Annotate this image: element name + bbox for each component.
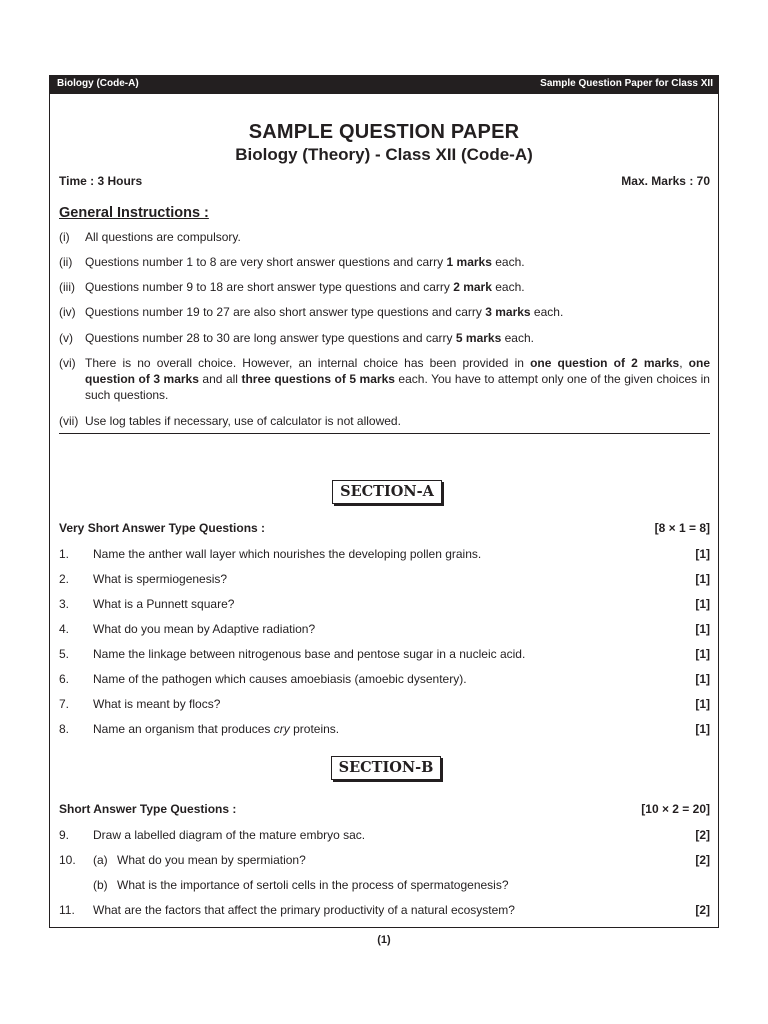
question-number: 9. [59, 828, 70, 842]
question-text: Name an organism that produces cry proteins. [93, 722, 340, 736]
question-marks: [1] [695, 722, 710, 736]
question-text: What are the factors that affect the primary productivity of a natural ecosystem? [93, 903, 515, 917]
question-marks: [1] [695, 597, 710, 611]
question-number: 1. [59, 547, 70, 561]
header-bar [49, 75, 719, 94]
instruction-text: Questions number 19 to 27 are also short answer type questions and carry 3 marks each. [85, 305, 564, 319]
question-text: What is spermiogenesis? [93, 572, 228, 586]
question-marks: [2] [695, 828, 710, 842]
instruction-number: (vi) [59, 356, 76, 370]
section-a-heading: Very Short Answer Type Questions : [59, 521, 266, 535]
header-subject: Biology (Code-A) [57, 78, 139, 89]
instruction-number: (vii) [59, 414, 79, 428]
instruction-number: (v) [59, 331, 73, 345]
subquestion-label: (a) [93, 853, 108, 867]
time-allowed: Time : 3 Hours [59, 174, 143, 188]
divider [59, 433, 710, 434]
max-marks: Max. Marks : 70 [621, 174, 710, 188]
section-a-label: SECTION-A [332, 480, 442, 504]
subquestion-text: What is the importance of sertoli cells in the process of spermatogenesis? [117, 878, 509, 892]
question-number: 3. [59, 597, 70, 611]
question-text: What is a Punnett square? [93, 597, 235, 611]
question-marks: [1] [695, 572, 710, 586]
question-marks: [1] [695, 547, 710, 561]
header-paper-name: Sample Question Paper for Class XII [540, 78, 713, 89]
question-marks: [2] [695, 903, 710, 917]
subquestion-label: (b) [93, 878, 108, 892]
paper-title: SAMPLE QUESTION PAPER [248, 121, 520, 143]
question-marks: [1] [695, 622, 710, 636]
question-text: What is meant by flocs? [93, 697, 221, 711]
instruction-text: Use log tables if necessary, use of calculator is not allowed. [85, 414, 401, 428]
question-number: 2. [59, 572, 70, 586]
question-number: 4. [59, 622, 70, 636]
question-text: Name the linkage between nitrogenous base and pentose sugar in a nucleic acid. [93, 647, 526, 661]
instruction-text: There is no overall choice. However, an internal choice has been provided in one question of 2 marks, one question of 3 marks and all three questions of 5 marks each. You have to attempt only one of the given choices in such questions. [85, 356, 711, 402]
question-number: 11. [59, 903, 75, 917]
instructions-heading: General Instructions : [59, 205, 209, 221]
instruction-text: Questions number 28 to 30 are long answer type questions and carry 5 marks each. [85, 331, 534, 345]
question-text: What do you mean by Adaptive radiation? [93, 622, 316, 636]
question-number: 5. [59, 647, 70, 661]
question-number: 8. [59, 722, 70, 736]
question-marks: [1] [695, 697, 710, 711]
subquestion-text: What do you mean by spermiation? [117, 853, 306, 867]
question-number: 7. [59, 697, 70, 711]
question-marks: [2] [695, 853, 710, 867]
instruction-text: Questions number 1 to 8 are very short answer questions and carry 1 marks each. [85, 255, 525, 269]
question-text: Name of the pathogen which causes amoebiasis (amoebic dysentery). [93, 672, 467, 686]
instruction-number: (ii) [59, 255, 73, 269]
question-number: 6. [59, 672, 70, 686]
instruction-number: (iv) [59, 305, 76, 319]
page-number: (1) [377, 934, 391, 946]
section-a-marks: [8 × 1 = 8] [654, 521, 710, 535]
section-b-label: SECTION-B [331, 756, 441, 780]
instruction-number: (iii) [59, 280, 75, 294]
section-b-heading: Short Answer Type Questions : [59, 802, 237, 816]
instruction-number: (i) [59, 230, 70, 244]
question-number: 10. [59, 853, 76, 867]
instruction-text: All questions are compulsory. [85, 230, 241, 244]
section-b-marks: [10 × 2 = 20] [641, 802, 710, 816]
question-marks: [1] [695, 672, 710, 686]
paper-subtitle: Biology (Theory) - Class XII (Code-A) [235, 145, 533, 164]
instruction-text: Questions number 9 to 18 are short answer type questions and carry 2 mark each. [85, 280, 525, 294]
question-text: Draw a labelled diagram of the mature embryo sac. [93, 828, 366, 842]
question-text: Name the anther wall layer which nourishes the developing pollen grains. [93, 547, 482, 561]
question-marks: [1] [695, 647, 710, 661]
